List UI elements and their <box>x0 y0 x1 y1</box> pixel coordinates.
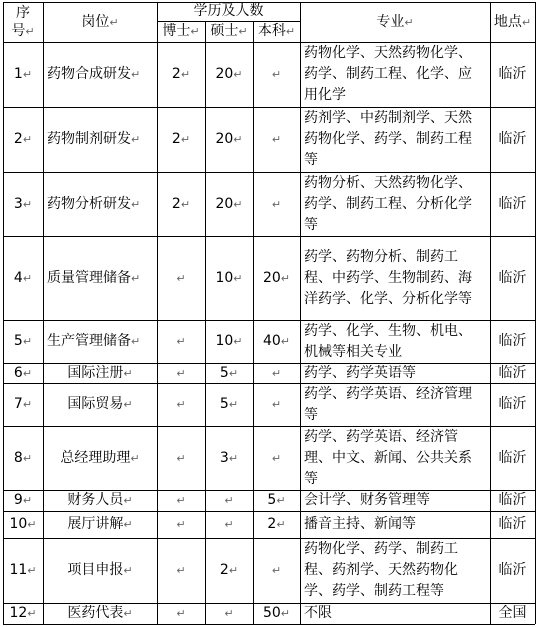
header-index <box>3 2 43 42</box>
table-row-3-master: 20 ↵ <box>215 195 243 212</box>
table-row-3-location: 临沂 <box>498 195 527 212</box>
table-row-5-no: 5 ↵ <box>13 333 33 349</box>
table-row-6-location: 临沂 <box>498 364 527 381</box>
table-row-1-no: 1 ↵ <box>13 66 33 82</box>
table-row-5-master: 10 ↵ <box>215 333 243 349</box>
table-row-4-no: 4 ↵ <box>13 269 33 286</box>
table-row-4-position: 质量管理储备 ↵ <box>47 269 141 286</box>
header-index-line1: 序 <box>16 4 30 21</box>
table-row-4-bachelor: 20 ↵ <box>262 269 291 286</box>
header-index-line2: 号↵ <box>11 22 35 39</box>
table-row-8-location: 临沂 <box>498 449 527 466</box>
table-row-7-bachelor: ↵ <box>271 398 282 411</box>
table-row-5-bachelor: 40 ↵ <box>262 333 291 349</box>
table-row-5-position: 生产管理储备 ↵ <box>47 333 141 349</box>
table-row-9-location: 临沂 <box>498 492 527 508</box>
table-row-8-master: 3 ↵ <box>219 449 239 466</box>
table-row-8-bachelor: ↵ <box>271 451 282 465</box>
table-row-6-major: 药学、药学英语等 <box>304 364 416 381</box>
table-row-12-phd: ↵ <box>176 607 186 620</box>
table-row-9-major: 会计学、财务管理等 <box>304 492 430 508</box>
table-row-3-no: 3 ↵ <box>13 195 33 212</box>
table-row-7-location: 临沂 <box>498 396 527 412</box>
table-row-7-master: 5 ↵ <box>219 396 239 412</box>
table-row-10-master: ↵ <box>224 518 234 531</box>
table-row-3-bachelor: ↵ <box>271 197 282 211</box>
table-row-4-major: 药学、药物分析、制药工程、中药学、生物制药、海洋药学、化学、分析化学等 <box>304 248 472 307</box>
table-row-1-position: 药物合成研发 ↵ <box>47 66 141 82</box>
table-row-2-location: 临沂 <box>498 131 527 147</box>
table-row-8-major: 药学、药学英语、经济管理、中文、新闻、公共关系等 <box>304 428 472 487</box>
table-row-5-phd: ↵ <box>176 335 186 348</box>
table-row-1-phd: 2 ↵ <box>171 66 191 82</box>
table-row-8-position: 总经理助理 ↵ <box>60 449 140 466</box>
table-row-1-bachelor: ↵ <box>271 68 282 81</box>
table-row-10-bachelor: 2 ↵ <box>267 516 286 532</box>
table-row-10-no: 10 ↵ <box>9 516 37 532</box>
table-row-11-position: 项目申报 ↵ <box>67 562 133 578</box>
table-row-12-no: 12 ↵ <box>9 605 37 621</box>
header-position: 岗位 ↵ <box>81 13 119 30</box>
table-row-8-phd: ↵ <box>176 451 186 465</box>
table-row-2-bachelor: ↵ <box>271 133 282 146</box>
table-row-12-major: 不限 <box>304 605 332 621</box>
table-row-1-master: 20 ↵ <box>215 66 243 82</box>
table-row-10-position: 展厅讲解 ↵ <box>67 516 133 532</box>
header-phd: 博士 ↵ <box>162 23 200 39</box>
table-row-6-phd: ↵ <box>176 366 186 380</box>
table-row-11-master: 2 ↵ <box>219 562 239 578</box>
header-education: 学历及人数 <box>193 3 264 19</box>
header-bachelor: 本科 ↵ <box>257 23 296 39</box>
table-row-5-major: 药学、化学、生物、机电、机械等相关专业 <box>304 322 472 360</box>
table-row-2-phd: 2 ↵ <box>171 131 191 147</box>
table-row-6-position: 国际注册 ↵ <box>67 364 133 381</box>
table-row-2-no: 2 ↵ <box>13 131 33 147</box>
table-row-3-phd: 2 ↵ <box>171 195 191 212</box>
table-row-9-bachelor: 5 ↵ <box>267 492 286 508</box>
table-row-5-location: 临沂 <box>498 333 527 349</box>
table-row-12-bachelor: 50 ↵ <box>262 605 291 621</box>
table-row-9-no: 9 ↵ <box>13 492 33 508</box>
table-row-2-master: 20 ↵ <box>215 131 243 147</box>
header-major: 专业 ↵ <box>376 13 414 30</box>
table-row-2-position: 药物制剂研发 ↵ <box>47 131 141 147</box>
table-row-4-master: 10 ↵ <box>215 269 243 286</box>
table-row-3-position: 药物分析研发 ↵ <box>47 195 141 212</box>
table-row-12-master: ↵ <box>224 607 234 620</box>
table-row-7-major: 药学、药学英语、经济管理等 <box>304 385 472 423</box>
table-row-9-master: ↵ <box>224 494 234 507</box>
header-master: 硕士 ↵ <box>210 23 248 39</box>
table-row-10-major: 播音主持、新闻等 <box>304 516 416 532</box>
table-row-11-major: 药物化学、药学、制药工程、药剂学、天然药物化学、药学、制药工程等 <box>304 541 458 599</box>
table-row-6-no: 6 ↵ <box>13 364 33 381</box>
table-row-1-major: 药物化学、天然药物化学、药学、制药工程、化学、应用化学 <box>304 45 472 103</box>
table-row-7-no: 7 ↵ <box>13 396 33 412</box>
table-row-12-location: 全国 <box>498 605 527 621</box>
table-row-11-no: 11 ↵ <box>9 562 37 578</box>
table-row-3-major: 药物分析、天然药物化学、药学、制药工程、分析化学等 <box>304 174 472 233</box>
table-row-9-phd: ↵ <box>176 494 186 507</box>
table-row-8-no: 8 ↵ <box>13 449 33 466</box>
table-row-9-position: 财务人员 ↵ <box>67 492 133 508</box>
table-row-10-location: 临沂 <box>498 516 527 532</box>
table-row-7-phd: ↵ <box>176 398 186 411</box>
table-row-12-position: 医药代表 ↵ <box>67 605 133 621</box>
table-row-11-phd: ↵ <box>176 564 186 577</box>
table-row-6-bachelor: ↵ <box>271 366 282 380</box>
table-row-4-phd: ↵ <box>176 271 186 285</box>
table-row-11-bachelor: ↵ <box>271 564 282 577</box>
table-row-6-master: 5 ↵ <box>219 364 239 381</box>
header-location: 地点 ↵ <box>493 13 532 30</box>
table-row-2-major: 药剂学、中药制剂学、天然药物化学、药学、制药工程等 <box>304 110 472 168</box>
table-row-11-location: 临沂 <box>498 562 527 578</box>
table-row-10-phd: ↵ <box>176 518 186 531</box>
table-row-4-location: 临沂 <box>498 269 527 286</box>
table-row-1-location: 临沂 <box>498 66 527 82</box>
table-row-7-position: 国际贸易 ↵ <box>67 396 133 412</box>
